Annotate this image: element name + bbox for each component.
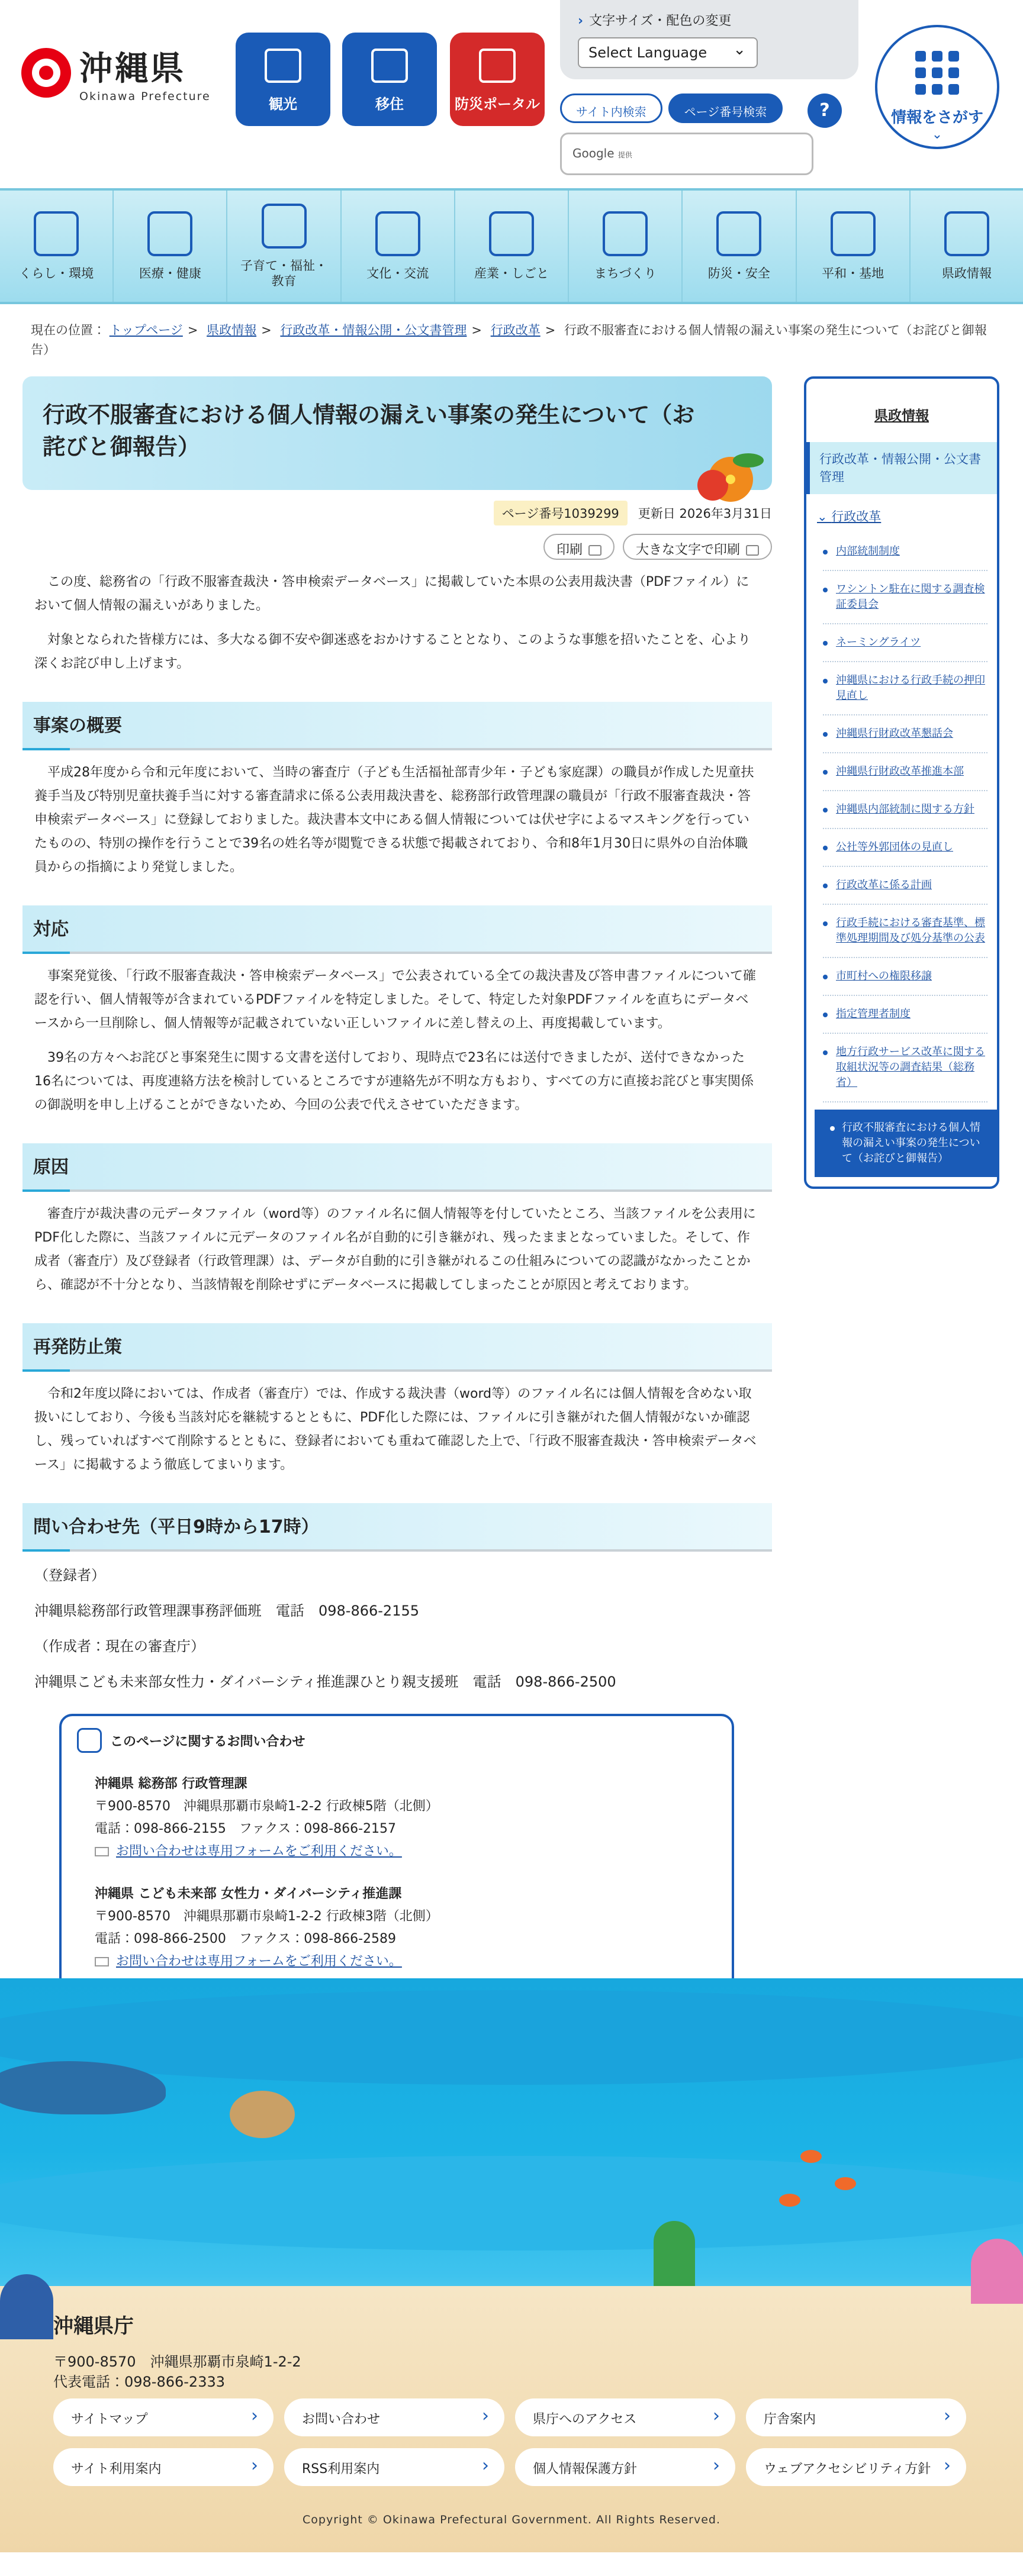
contact-heading-text: このページに関するお問い合わせ (110, 1734, 305, 1749)
section-heading-prevention: 再発防止策 (22, 1323, 772, 1372)
section-paragraph: 事案発覚後、「行政不服審査裁決・答申検索データベース」で公表されている全ての裁決書及び答申書ファイルについて確認を行い、個人情報等が含まれているPDFファイルを特定しました。そして、特定した対象PDFファイルを直ちにデータベースから一旦削除し、個人情報等が記載されていない正しいファイルに差し替えの上、再度掲載しています。 (34, 969, 757, 1031)
category-label: 県政情報 (941, 266, 992, 281)
breadcrumb-link[interactable]: トップページ (109, 323, 183, 337)
inquiry-line: （作成者：現在の審査庁） (34, 1638, 205, 1655)
page-number: ページ番号1039299 (494, 501, 628, 525)
disaster-portal-label: 防災ポータル (455, 96, 540, 112)
section-heading-overview: 事案の概要 (22, 702, 772, 750)
helmet-icon (716, 211, 761, 256)
contact-org-name: 沖縄県 総務部 行政管理課 (95, 1777, 247, 1791)
sidebar-open-section[interactable]: ⌄ 行政改革 (806, 499, 997, 533)
sidebar-item[interactable]: ネーミングライツ (823, 624, 987, 662)
contact-org-name: 沖縄県 こども未来部 女性力・ダイバーシティ推進課 (95, 1887, 402, 1901)
footer-link-rss[interactable]: RSS利用案内 › (284, 2448, 504, 2486)
utility-panel (560, 0, 858, 79)
footer-link-building[interactable]: 庁舎案内 › (746, 2398, 966, 2436)
decorative-wave (0, 1990, 1023, 2085)
tourism-button[interactable] (236, 33, 330, 126)
category-childcare[interactable] (227, 191, 341, 302)
breadcrumb (0, 304, 1023, 360)
syringe-icon (147, 211, 192, 256)
relocation-label: 移住 (375, 96, 404, 112)
briefcase-icon (489, 211, 534, 256)
sidebar-list (806, 533, 997, 1102)
title-banner (22, 376, 772, 490)
sidebar-item[interactable]: 沖縄県における行政手続の押印見直し (823, 662, 987, 715)
tab-site-search[interactable]: サイト内検索 (560, 94, 662, 123)
house-icon (34, 211, 79, 256)
sidebar-item[interactable]: 沖縄県内部統制に関する方針 (823, 791, 987, 829)
clownfish-illustration (779, 2194, 800, 2207)
footer-link-privacy[interactable]: 個人情報保護方針 › (515, 2448, 735, 2486)
print-tools (22, 534, 772, 560)
intro-paragraph: この度、総務省の「行政不服審査裁決・答申検索データベース」に掲載していた本県の公表用裁決書（PDFファイル）において個人情報の漏えいがありました。 (34, 575, 749, 613)
category-urban[interactable] (569, 191, 683, 302)
sidebar-parent (806, 442, 997, 494)
large-print-label: 大きな文字で印刷 (635, 543, 740, 557)
language-select[interactable]: Select Language ⌄ (578, 37, 758, 68)
find-info-button[interactable] (875, 25, 999, 149)
tourism-icon (265, 49, 301, 83)
sidebar-item[interactable]: 市町村への権限移譲 (823, 958, 987, 996)
category-government[interactable] (911, 191, 1023, 302)
inquiry-line: 沖縄県総務部行政管理課事務評価班 電話 098-866-2155 (34, 1603, 420, 1619)
updated-date: 更新日 2026年3月31日 (638, 507, 772, 521)
footer-info (53, 2310, 301, 2392)
intro-paragraph: 対象となられた皆様方には、多大なる御不安や御迷惑をおかけすることとなり、このような事態を招いたことを、心より深くお詫び申し上げます。 (34, 633, 751, 671)
footer-link-contact[interactable]: お問い合わせ › (284, 2398, 504, 2436)
section-heading-cause: 原因 (22, 1143, 772, 1192)
seaweed-illustration (654, 2221, 695, 2286)
category-culture[interactable] (342, 191, 455, 302)
main-content (22, 376, 772, 1991)
grid-menu-icon (877, 51, 997, 95)
city-icon (603, 211, 648, 256)
contact-form-link[interactable]: お問い合わせは専用フォームをご利用ください。 (116, 1844, 402, 1859)
category-peace[interactable] (797, 191, 911, 302)
footer-link-accessibility[interactable]: ウェブアクセシビリティ方針 › (746, 2448, 966, 2486)
sidebar-item[interactable]: 指定管理者制度 (823, 996, 987, 1034)
sidebar-item[interactable]: 内部統制制度 (823, 533, 987, 571)
chevron-right-icon: > (545, 323, 556, 337)
footer-address: 〒900-8570 沖縄県那覇市泉崎1-2-2 (53, 2353, 301, 2370)
contact-heading (77, 1728, 699, 1753)
footer-links (53, 2398, 966, 2486)
chevron-down-icon: ⌄ (931, 127, 943, 142)
category-label: 平和・基地 (822, 266, 884, 281)
site-footer (0, 1978, 1023, 2552)
search-brand: Google (572, 146, 615, 160)
mail-chat-icon (77, 1728, 102, 1753)
logo-subtitle: Okinawa Prefecture (79, 90, 211, 103)
turtle-illustration (230, 2091, 295, 2138)
contact-form-row (95, 1840, 699, 1863)
sidebar-item[interactable]: 行政手続における審査基準、標準処理期間及び処分基準の公表 (823, 905, 987, 958)
sidebar-nav (804, 376, 999, 1189)
radio-icon (479, 49, 516, 83)
footer-link-sitemap[interactable]: サイトマップ › (53, 2398, 274, 2436)
contact-phone: 電話：098-866-2155 ファクス：098-866-2157 (95, 1821, 397, 1836)
government-building-icon (944, 211, 989, 256)
section-heading-response: 対応 (22, 905, 772, 954)
tourism-label: 観光 (269, 96, 297, 112)
section-paragraph: 令和2年度以降においては、作成者（審査庁）では、作成する裁決書（word等）のファイル名には個人情報を含めない取扱いにしており、今後も当該対応を継続するとともに、PDF化した際には、ファイルに引き継がれた個人情報がないか確認し、残っていればすべて削除するとともに、登録者においても重ねて確認した上で、「行政不服審査裁決・答申検索データベース」に掲載するよう徹底してまいります。 (34, 1387, 757, 1472)
breadcrumb-link[interactable]: 行政改革 (490, 323, 541, 337)
category-industry[interactable] (455, 191, 569, 302)
contact-form-row (95, 1950, 699, 1973)
sidebar-item[interactable]: 行政改革に係る計画 (823, 867, 987, 905)
section-paragraph: 審査庁が裁決書の元データファイル（word等）のファイル名に個人情報等を付していたところ、当該ファイルを公表用にPDF化した際に、当該ファイルに元データのファイル名が自動的に引き継がれ、残ったままとなっていました。そして、作成者（審査庁）及び登録者（行政管理課）は、データが自動的に引き継がれるこの仕組みについての認識がなかったことから、確認が不十分となり、当該情報を削除せずにデータベースに掲載してしまったことが原因と考えております。 (34, 1207, 756, 1292)
page-meta (22, 501, 772, 525)
section-heading-inquiry: 問い合わせ先（平日9時から17時） (22, 1503, 772, 1552)
site-logo[interactable] (21, 43, 211, 103)
printer-icon (746, 545, 759, 556)
sidebar-parent-link[interactable]: 行政改革・情報公開・公文書管理 (819, 452, 981, 484)
print-label: 印刷 (556, 543, 583, 557)
decorative-wave (0, 2156, 1023, 2251)
chevron-right-icon: > (471, 323, 482, 337)
category-label: 医療・健康 (139, 266, 201, 281)
category-label: まちづくり (594, 266, 657, 281)
breadcrumb-prefix: 現在の位置： (31, 323, 105, 337)
footer-link-usage[interactable]: サイト利用案内 › (53, 2448, 274, 2486)
relocation-button[interactable] (342, 33, 437, 126)
category-medical[interactable] (114, 191, 227, 302)
search-input[interactable] (560, 133, 813, 175)
footer-link-access[interactable]: 県庁へのアクセス › (515, 2398, 735, 2436)
category-safety[interactable] (683, 191, 796, 302)
sidebar-item[interactable]: 地方行政サービス改革に関する取組状況等の調査結果（総務省） (823, 1034, 987, 1102)
search-placeholder: 提供 (617, 151, 632, 159)
dove-icon (831, 211, 876, 256)
site-header (0, 0, 1023, 188)
category-living[interactable] (0, 191, 114, 302)
section-paragraph: 平成28年度から令和元年度において、当時の審査庁（子ども生活福祉部青少年・子ども家庭課）の職員が作成した児童扶養手当及び特別児童扶養手当に対する審査請求に係る公表用裁決書を、総務部行政管理課の職員が「行政不服審査裁決・答申検索データベース」に登録しておりました。裁決書本文中にある個人情報については伏せ字によるマスキングを行っていたものの、特別の操作を行うことで39名の姓名等が閲覧できる状態で掲載されており、令和8年1月30日に県外の自治体職員からの指摘により発覚しました。 (34, 765, 754, 875)
clownfish-illustration (800, 2150, 822, 2163)
sidebar-item[interactable]: 沖縄県行財政改革懇話会 (823, 715, 987, 753)
content-layout (0, 360, 1023, 1978)
search-tabs (560, 94, 783, 123)
chevron-right-icon: > (261, 323, 272, 337)
footer-phone: 代表電話：098-866-2333 (53, 2374, 226, 2390)
copyright: Copyright © Okinawa Prefectural Government. All Rights Reserved. (303, 2513, 720, 2526)
footer-org-name: 沖縄県庁 (53, 2314, 134, 2338)
section-paragraph: 39名の方々へお詫びと事案発生に関する文書を送付しており、現時点で23名には送付できましたが、送付できなかった16名については、再度連絡方法を検討しているところですが連絡先が不明な方もおり、すべての方に直接お詫びと事実関係の御説明を申し上げることができないため、今回の公表で代えさせていただきます。 (34, 1050, 754, 1113)
building-icon (371, 49, 408, 83)
breadcrumb-link[interactable]: 県政情報 (207, 323, 257, 337)
disaster-portal-button[interactable] (450, 33, 545, 126)
chevron-right-icon: > (187, 323, 198, 337)
baby-icon (262, 204, 307, 249)
clownfish-illustration (835, 2177, 856, 2190)
text-size-link[interactable]: › 文字サイズ・配色の変更 (578, 11, 841, 29)
print-button[interactable] (543, 534, 615, 560)
page-title: 行政不服審査における個人情報の漏えい事案の発生について（お詫びと御報告） (43, 402, 695, 460)
contact-form-link[interactable]: お問い合わせは専用フォームをご利用ください。 (116, 1954, 402, 1969)
coral-illustration (971, 2239, 1023, 2304)
breadcrumb-current: 行政不服審査における個人情報の漏えい事案の発生について（お詫びと御報告） (31, 323, 987, 357)
contact-box (59, 1714, 734, 1991)
sidebar-item[interactable]: ワシントン駐在に関する調査検証委員会 (823, 571, 987, 624)
inquiry-line: 沖縄県こども未来部女性力・ダイバーシティ推進課ひとり親支援班 電話 098-866-2500 (34, 1674, 616, 1690)
sidebar-current-page: 行政不服審査における個人情報の漏えい事案の発生について（お詫びと御報告） (815, 1110, 997, 1177)
category-label: 子育て・福祉・教育 (240, 259, 328, 288)
contact-phone: 電話：098-866-2500 ファクス：098-866-2589 (95, 1932, 397, 1946)
search-help-button[interactable]: ? (808, 94, 842, 128)
coral-illustration (0, 2274, 53, 2339)
logo-title: 沖縄県 (79, 50, 186, 88)
hibiscus-icon (689, 443, 766, 508)
contact-address: 〒900-8570 沖縄県那覇市泉崎1-2-2 行政棟5階（北側） (95, 1799, 439, 1814)
large-print-button[interactable] (623, 534, 772, 560)
handshake-icon (375, 211, 420, 256)
printer-icon (588, 545, 601, 556)
breadcrumb-link[interactable]: 行政改革・情報公開・公文書管理 (280, 323, 467, 337)
category-label: 防災・安全 (707, 266, 770, 281)
category-label: 文化・交流 (366, 266, 429, 281)
inquiry-line: （登録者） (34, 1567, 105, 1584)
sidebar-title[interactable]: 県政情報 (874, 408, 929, 424)
category-label: 産業・しごと (474, 266, 549, 281)
find-info-label: 情報をさがす (890, 109, 983, 127)
category-label: くらし・環境 (19, 266, 94, 281)
sidebar-item[interactable]: 公社等外郭団体の見直し (823, 829, 987, 867)
tab-page-number-search[interactable]: ページ番号検索 (668, 94, 783, 123)
envelope-icon (95, 1957, 109, 1966)
contact-address: 〒900-8570 沖縄県那覇市泉崎1-2-2 行政棟3階（北側） (95, 1909, 439, 1924)
category-nav (0, 188, 1023, 304)
envelope-icon (95, 1847, 109, 1856)
sidebar-item[interactable]: 沖縄県行財政改革推進本部 (823, 753, 987, 791)
prefecture-emblem-icon (21, 48, 71, 98)
